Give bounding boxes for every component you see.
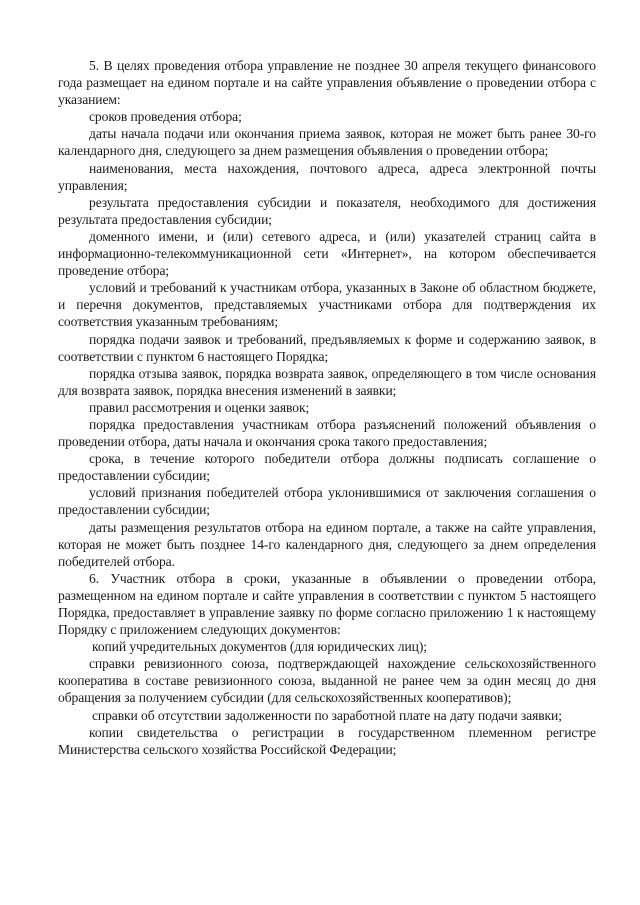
paragraph-item: справки об отсутствии задолженности по заработной плате на дату подачи заявки; xyxy=(92,707,562,723)
paragraph-clause-6-intro: 6. Участник отбора в сроки, указанные в объявлении о проведении отбора, размещенном на едином портале и сайте управления в соответствии с пунктом 5 настоящего Порядка, предоставляет в управление заявку по форме согласно приложению 1 к настоящему Порядку с приложением следующих документов: xyxy=(58,570,596,638)
paragraph-item: сроков проведения отбора; xyxy=(89,109,242,125)
paragraph-item: даты начала подачи или окончания приема заявок, которая не может быть ранее 30-го календарного дня, следующего за днем размещения объявления о проведении отбора; xyxy=(58,126,596,159)
document-body xyxy=(58,57,596,758)
paragraph-item: порядка отзыва заявок, порядка возврата заявок, определяющего в том числе основания для возврата заявок, порядка внесения изменений в заявки; xyxy=(58,365,596,398)
paragraph-item: условий признания победителей отбора уклонившимися от заключения соглашения о предоставлении субсидии; xyxy=(58,485,596,518)
paragraph-item: правил рассмотрения и оценки заявок; xyxy=(89,399,310,415)
paragraph-item: условий и требований к участникам отбора, указанных в Законе об областном бюджете, и перечня документов, представляемых участниками отбора для подтверждения их соответствия указанным требованиям; xyxy=(58,280,596,330)
paragraph-item: результата предоставления субсидии и показателя, необходимого для достижения результата предоставления субсидии; xyxy=(58,194,596,227)
paragraph-item: порядка подачи заявок и требований, предъявляемых к форме и содержанию заявок, в соответствии с пунктом 6 настоящего Порядка; xyxy=(58,331,596,364)
paragraph-item: копий учредительных документов (для юридических лиц); xyxy=(92,639,427,655)
paragraph-item: доменного имени, и (или) сетевого адреса, и (или) указателей страниц сайта в информационно-телекоммуникационной сети «Интернет», на котором обеспечивается проведение отбора; xyxy=(58,228,596,279)
paragraph-item: даты размещения результатов отбора на едином портале, а также на сайте управления, которая не может быть позднее 14-го календарного дня, следующего за днем определения победителей отбора. xyxy=(58,519,596,569)
paragraph-item: наименования, места нахождения, почтового адреса, адреса электронной почты управления; xyxy=(58,160,596,193)
paragraph-item: порядка предоставления участникам отбора разъяснений положений объявления о проведении отбора, даты начала и окончания срока такого предоставления; xyxy=(58,416,596,450)
paragraph-clause-5-intro: 5. В целях проведения отбора управление не позднее 30 апреля текущего финансового года размещает на едином портале и на сайте управления объявление о проведении отбора с указанием: xyxy=(58,58,596,108)
paragraph-item: справки ревизионного союза, подтверждающей нахождение сельскохозяйственного кооператива в составе ревизионного союза, выданной не ранее чем за один месяц до дня обращения за получением субсидии (для сельскохозяйственных кооперативов); xyxy=(58,656,596,706)
paragraph-item: копии свидетельства о регистрации в государственном племенном регистре Министерства сельского хозяйства Российской Федерации; xyxy=(58,724,596,757)
paragraph-item: срока, в течение которого победители отбора должны подписать соглашение о предоставлении субсидии; xyxy=(58,451,596,484)
